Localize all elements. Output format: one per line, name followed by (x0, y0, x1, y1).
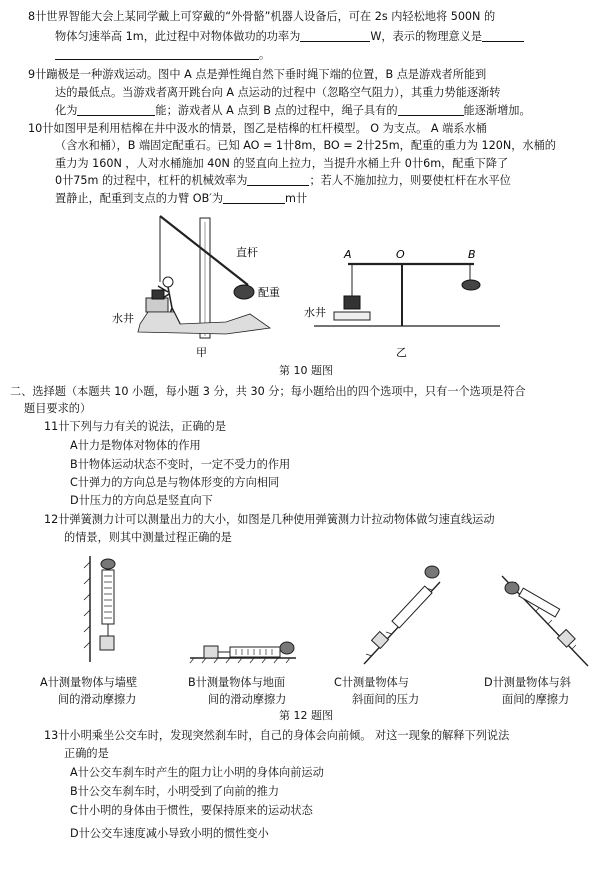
label-jia: 甲 (196, 346, 207, 359)
q11-option-a[interactable]: A卄力是物体对物体的作用 (70, 439, 201, 452)
q12-option-b-line2[interactable]: 间的滑动摩擦力 (208, 693, 287, 706)
spring-scale-c (392, 586, 432, 628)
q11-stem: 11卄下列与力有关的说法，正确的是 (44, 420, 227, 433)
q11-option-d[interactable]: D卄压力的方向总是竖直向下 (70, 494, 213, 507)
q12-option-c-line2[interactable]: 斜面间的压力 (352, 693, 420, 706)
q10-line1: 10卄如图甲是利用桔槔在井中汲水的情景，图乙是桔槔的杠杆模型。 O 为支点。 A 端系水桶 (28, 122, 487, 135)
q11-option-c[interactable]: C卄弹力的方向总是与物体形变的方向相同 (70, 476, 280, 489)
q12-line2: 的情景，则其中测量过程正确的是 (64, 531, 232, 544)
counterweight-yi (462, 280, 480, 290)
label-B: B (468, 248, 476, 261)
q10-line4 (55, 172, 511, 189)
well-mouth (334, 312, 370, 320)
q8-line1: 8卄世界智能大会上某同学戴上可穿戴的“外骨骼”机器人设备后，可在 2s 内轻松地将 500N 的 (28, 10, 496, 23)
figure-12-b (190, 628, 298, 664)
label-zhigan: 直杆 (236, 246, 258, 259)
q12-option-d-line2[interactable]: 面间的摩擦力 (502, 693, 570, 706)
q8-line2-text-a: 物体匀速举高 1m，此过程中对物体做功的功率为 (55, 30, 301, 43)
q10-line4-text-b: ；若人不施加拉力，则要使杠杆在水平位 (309, 174, 511, 187)
q13-option-a[interactable]: A卄公交车刹车时产生的阻力让小明的身体向前运动 (70, 766, 324, 779)
label-A: A (344, 248, 352, 261)
q9-line3-text-b: 能；游戏者从 A 点到 B 点的过程中，绳子具有的 (155, 104, 398, 117)
hand-icon (101, 559, 115, 569)
q8-blank-3[interactable] (55, 47, 259, 60)
q10-line2: （含水和桶），B 端固定配重石。已知 AO = 1卄8m，BO = 2卄25m，配重的重力为 120N，水桶的 (55, 139, 556, 152)
q9-line3-text-c: 能逐渐增加。 (463, 104, 531, 117)
bucket (152, 290, 164, 299)
q10-blank-1[interactable] (247, 173, 309, 186)
label-O: O (396, 248, 405, 261)
spring-scale-b (230, 647, 280, 657)
well-curb (146, 298, 168, 312)
figure-12-d (498, 568, 590, 668)
spring-scale (102, 570, 114, 624)
spring-scale-d (519, 588, 560, 617)
q9-blank-1[interactable] (77, 103, 155, 116)
block-c (372, 632, 389, 649)
hand-icon (280, 642, 294, 654)
q8-line2 (55, 28, 524, 45)
q10-line5-text-b: m卄 (285, 192, 308, 205)
figure-10-yi (304, 228, 504, 360)
q12-option-b-line1[interactable]: B卄测量物体与地面 (188, 676, 286, 689)
q8-line3 (55, 46, 270, 63)
q10-line4-text-a: 0卄75m 的过程中，杠杆的机械效率为 (55, 174, 248, 187)
q12-option-c-line1[interactable]: C卄测量物体与 (334, 676, 409, 689)
q13-option-c[interactable]: C卄小明的身体由于惯性，要保持原来的运动状态 (70, 804, 313, 817)
bucket-yi (344, 296, 360, 309)
q9-blank-2[interactable] (398, 103, 464, 116)
q10-line3: 重力为 160N ，人对水桶施加 40N 的竖直向上拉力，当提升水桶上升 0卄6m，配重下降了 (55, 157, 509, 170)
figure-12-a (76, 556, 156, 664)
section2-line2: 题目要求的） (24, 402, 92, 415)
q9-line1: 9卄蹦极是一种游戏运动。图中 A 点是弹性绳自然下垂时绳下端的位置，B 点是游戏者所能到 (28, 68, 487, 81)
block-d (558, 630, 576, 648)
q10-blank-2[interactable] (223, 191, 285, 204)
hand-icon (505, 582, 519, 594)
section2-line1: 二、选择题（本题共 10 小题，每小题 3 分，共 30 分；每小题给出的四个选项中，只有一个选项是符合 (10, 385, 526, 398)
counterweight-stone (234, 285, 254, 299)
q8-blank-1[interactable] (300, 29, 370, 42)
label-yi: 乙 (396, 346, 407, 359)
figure-10-caption: 第 10 题图 (279, 364, 333, 377)
label-shuijing-right: 水井 (304, 306, 326, 319)
figure-12-caption: 第 12 题图 (279, 709, 333, 722)
figure-10-jia (108, 210, 298, 360)
block-b (204, 646, 218, 658)
q8-blank-2[interactable] (482, 29, 524, 42)
q12-option-a-line1[interactable]: A卄测量物体与墙壁 (40, 676, 138, 689)
block (100, 636, 114, 650)
q13-option-d[interactable]: D卄公交车速度减小导致小明的惯性变小 (70, 827, 269, 840)
person-head (163, 277, 173, 287)
q12-option-d-line1[interactable]: D卄测量物体与斜 (484, 676, 571, 689)
q9-line3-text-a: 化为 (55, 104, 78, 117)
q10-line5 (55, 190, 307, 207)
q13-line1: 13卄小明乘坐公交车时，发现突然刹车时，自己的身体会向前倾。 对这一现象的解释下列说法 (44, 729, 510, 742)
label-peizhong: 配重 (258, 286, 280, 299)
label-shuijing-left: 水井 (112, 312, 134, 325)
q11-option-b[interactable]: B卄物体运动状态不变时，一定不受力的作用 (70, 458, 291, 471)
figure-12-c (362, 562, 442, 666)
q8-line3-end: 。 (259, 48, 271, 61)
q9-line2: 达的最低点。当游戏者离开跳台向 A 点运动的过程中（忽略空气阻力），其重力势能逐渐转 (55, 86, 501, 99)
q12-option-a-line2[interactable]: 间的滑动摩擦力 (58, 693, 137, 706)
q8-line2-text-b: W，表示的物理意义是 (370, 30, 483, 43)
hand-icon (425, 566, 439, 578)
q10-line5-text-a: 置静止，配重到支点的力臂 OB′为 (55, 192, 224, 205)
q12-line1: 12卄弹簧测力计可以测量出力的大小，如图是几种使用弹簧测力计拉动物体做匀速直线运动 (44, 513, 495, 526)
q13-line2: 正确的是 (64, 747, 109, 760)
q13-option-b[interactable]: B卄公交车刹车时，小明受到了向前的推力 (70, 785, 280, 798)
q9-line3 (55, 102, 531, 119)
